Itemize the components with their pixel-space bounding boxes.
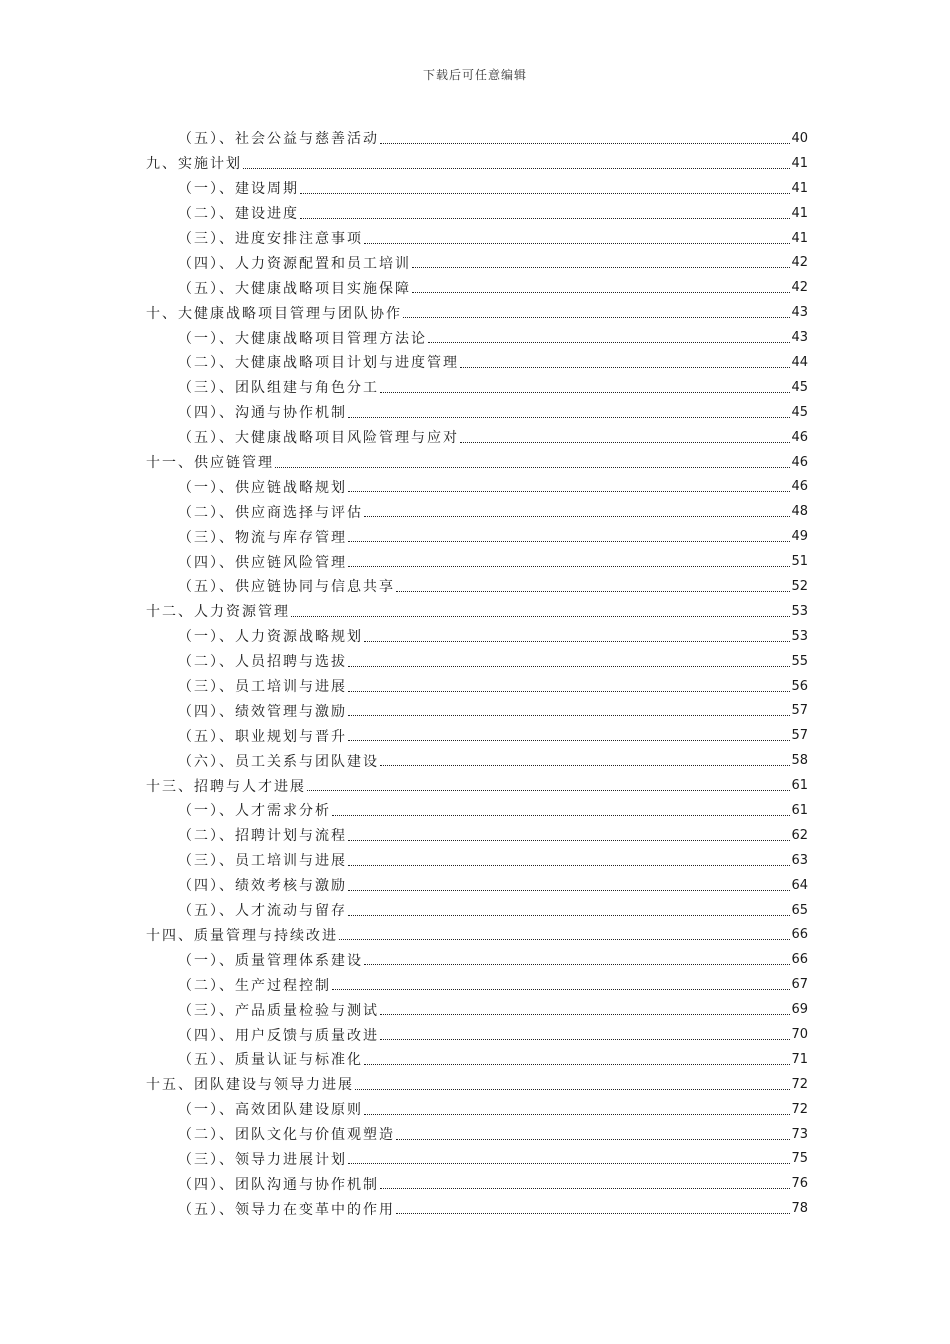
- toc-page-number: 42: [791, 280, 808, 296]
- toc-section-entry[interactable]: [146, 624, 808, 649]
- toc-entry-label: 十一、供应链管理: [146, 455, 274, 472]
- toc-entry-label: （四）、团队沟通与协作机制: [178, 1176, 379, 1193]
- toc-dot-leader: [348, 715, 790, 716]
- toc-section-entry[interactable]: [146, 1097, 808, 1122]
- toc-page-number: 46: [791, 454, 808, 470]
- toc-chapter-entry[interactable]: [146, 773, 808, 798]
- toc-dot-leader: [364, 964, 790, 965]
- toc-dot-leader: [339, 939, 790, 940]
- toc-chapter-entry[interactable]: [146, 151, 808, 176]
- toc-dot-leader: [364, 516, 790, 517]
- toc-page-number: 46: [791, 479, 808, 495]
- toc-entry-label: 十四、质量管理与持续改进: [146, 927, 338, 944]
- toc-entry-label: （四）、人力资源配置和员工培训: [178, 255, 411, 272]
- toc-dot-leader: [396, 591, 790, 592]
- toc-section-entry[interactable]: [146, 723, 808, 748]
- toc-entry-label: （二）、供应商选择与评估: [178, 504, 363, 521]
- toc-section-entry[interactable]: [146, 947, 808, 972]
- toc-entry-label: （四）、供应链风险管理: [178, 554, 347, 571]
- toc-entry-label: （二）、团队文化与价值观塑造: [178, 1127, 395, 1144]
- toc-dot-leader: [364, 243, 790, 244]
- toc-entry-label: （五）、大健康战略项目风险管理与应对: [178, 430, 459, 447]
- toc-entry-label: （二）、人员招聘与选拔: [178, 654, 347, 671]
- toc-entry-label: （三）、员工培训与进展: [178, 853, 347, 870]
- toc-dot-leader: [300, 193, 790, 194]
- toc-section-entry[interactable]: [146, 201, 808, 226]
- toc-section-entry[interactable]: [146, 574, 808, 599]
- toc-page-number: 52: [791, 578, 808, 594]
- toc-dot-leader: [348, 491, 790, 492]
- toc-entry-label: （五）、社会公益与慈善活动: [178, 131, 379, 148]
- toc-dot-leader: [364, 641, 790, 642]
- toc-dot-leader: [332, 815, 790, 816]
- toc-entry-label: （一）、高效团队建设原则: [178, 1102, 363, 1119]
- toc-entry-label: （三）、员工培训与进展: [178, 679, 347, 696]
- toc-section-entry[interactable]: [146, 1122, 808, 1147]
- toc-section-entry[interactable]: [146, 674, 808, 699]
- toc-entry-label: （一）、人才需求分析: [178, 803, 331, 820]
- toc-page-number: 72: [791, 1101, 808, 1117]
- toc-entry-label: （三）、进度安排注意事项: [178, 231, 363, 247]
- toc-page-number: 40: [791, 130, 808, 146]
- toc-section-entry[interactable]: [146, 474, 808, 499]
- toc-section-entry[interactable]: [146, 848, 808, 873]
- toc-section-entry[interactable]: [146, 823, 808, 848]
- toc-dot-leader: [348, 840, 790, 841]
- toc-page-number: 62: [791, 827, 808, 843]
- toc-chapter-entry[interactable]: [146, 300, 808, 325]
- toc-section-entry[interactable]: [146, 1022, 808, 1047]
- toc-dot-leader: [348, 865, 790, 866]
- toc-entry-label: （五）、人才流动与留存: [178, 903, 347, 920]
- toc-page-number: 43: [791, 330, 808, 346]
- toc-section-entry[interactable]: [146, 873, 808, 898]
- toc-entry-label: 十三、招聘与人才进展: [146, 778, 306, 795]
- toc-section-entry[interactable]: [146, 325, 808, 350]
- toc-section-entry[interactable]: [146, 400, 808, 425]
- toc-dot-leader: [348, 890, 790, 891]
- toc-dot-leader: [380, 392, 790, 393]
- toc-entry-label: （一）、人力资源战略规划: [178, 629, 363, 646]
- toc-page-number: 41: [791, 205, 808, 221]
- toc-dot-leader: [396, 1213, 790, 1214]
- toc-page-number: 42: [791, 255, 808, 271]
- toc-section-entry[interactable]: [146, 1047, 808, 1072]
- toc-entry-label: （四）、沟通与协作机制: [178, 405, 347, 422]
- toc-chapter-entry[interactable]: [146, 450, 808, 475]
- toc-dot-leader: [380, 1014, 790, 1015]
- toc-page-number: 53: [791, 628, 808, 644]
- toc-dot-leader: [403, 317, 790, 318]
- toc-entry-label: （一）、大健康战略项目管理方法论: [178, 330, 427, 347]
- toc-entry-label: （五）、供应链协同与信息共享: [178, 579, 395, 596]
- toc-entry-label: （三）、产品质量检验与测试: [178, 1002, 379, 1019]
- toc-dot-leader: [460, 442, 790, 443]
- toc-page-number: 41: [791, 230, 808, 246]
- toc-dot-leader: [412, 267, 790, 268]
- toc-dot-leader: [348, 1163, 790, 1164]
- toc-entry-label: （三）、物流与库存管理: [178, 529, 347, 546]
- toc-page-number: 51: [791, 554, 808, 570]
- toc-dot-leader: [332, 989, 790, 990]
- toc-page-number: 48: [791, 504, 808, 520]
- toc-dot-leader: [291, 616, 790, 617]
- toc-page-number: 76: [791, 1176, 808, 1192]
- toc-section-entry[interactable]: [146, 176, 808, 201]
- toc-page-number: 61: [791, 802, 808, 818]
- toc-dot-leader: [243, 168, 790, 169]
- toc-dot-leader: [348, 541, 790, 542]
- toc-section-entry[interactable]: [146, 798, 808, 823]
- toc-entry-label: 十二、人力资源管理: [146, 604, 290, 621]
- toc-page-number: 70: [791, 1027, 808, 1042]
- toc-dot-leader: [412, 292, 790, 293]
- toc-section-entry[interactable]: [146, 748, 808, 773]
- toc-dot-leader: [380, 1039, 790, 1040]
- toc-dot-leader: [396, 1139, 790, 1140]
- toc-entry-label: （一）、质量管理体系建设: [178, 952, 363, 969]
- toc-section-entry[interactable]: [146, 126, 808, 151]
- toc-dot-leader: [348, 915, 790, 916]
- toc-page-number: 69: [791, 1002, 808, 1018]
- toc-entry-label: （二）、生产过程控制: [178, 977, 331, 994]
- toc-section-entry[interactable]: [146, 275, 808, 300]
- toc-dot-leader: [355, 1089, 790, 1090]
- toc-entry-label: 十五、团队建设与领导力进展: [146, 1077, 354, 1094]
- toc-section-entry[interactable]: [146, 898, 808, 923]
- toc-section-entry[interactable]: [146, 1147, 808, 1172]
- toc-chapter-entry[interactable]: [146, 1072, 808, 1097]
- toc-page-number: 72: [791, 1076, 808, 1092]
- toc-entry-label: 十、大健康战略项目管理与团队协作: [146, 305, 402, 322]
- toc-section-entry[interactable]: [146, 549, 808, 574]
- toc-dot-leader: [380, 1188, 790, 1189]
- toc-dot-leader: [300, 218, 790, 219]
- toc-dot-leader: [307, 790, 790, 791]
- toc-section-entry[interactable]: [146, 499, 808, 524]
- toc-section-entry[interactable]: [146, 226, 808, 251]
- toc-page-number: 41: [791, 180, 808, 196]
- toc-page-number: 44: [791, 354, 808, 370]
- toc-dot-leader: [348, 417, 790, 418]
- toc-dot-leader: [380, 143, 790, 144]
- toc-entry-label: （五）、大健康战略项目实施保障: [178, 280, 411, 297]
- toc-entry-label: （二）、招聘计划与流程: [178, 828, 347, 845]
- toc-dot-leader: [428, 342, 790, 343]
- toc-entry-label: （二）、建设进度: [178, 206, 299, 223]
- toc-section-entry[interactable]: [146, 350, 808, 375]
- toc-page-number: 43: [791, 305, 808, 321]
- toc-entry-label: （四）、绩效考核与激励: [178, 878, 347, 895]
- toc-section-entry[interactable]: [146, 997, 808, 1022]
- toc-page-number: 45: [791, 379, 808, 395]
- toc-section-entry[interactable]: [146, 972, 808, 997]
- toc-entry-label: （五）、领导力在变革中的作用: [178, 1201, 395, 1218]
- toc-entry-label: （五）、质量认证与标准化: [178, 1052, 363, 1069]
- toc-dot-leader: [348, 691, 790, 692]
- toc-section-entry[interactable]: [146, 1171, 808, 1196]
- table-of-contents: [146, 126, 808, 1221]
- toc-page-number: 71: [791, 1051, 808, 1067]
- toc-page-number: 45: [791, 404, 808, 420]
- toc-page-number: 73: [791, 1126, 808, 1142]
- toc-dot-leader: [348, 666, 790, 667]
- toc-page-number: 56: [791, 678, 808, 694]
- toc-entry-label: （六）、员工关系与团队建设: [178, 753, 379, 770]
- toc-dot-leader: [348, 566, 790, 567]
- toc-entry-label: （五）、职业规划与晋升: [178, 728, 347, 745]
- toc-page-number: 53: [791, 603, 808, 619]
- toc-page-number: 63: [791, 852, 808, 868]
- toc-section-entry[interactable]: [146, 524, 808, 549]
- toc-page-number: 66: [791, 952, 808, 968]
- toc-section-entry[interactable]: [146, 375, 808, 400]
- toc-entry-label: （三）、团队组建与角色分工: [178, 380, 379, 397]
- page-header: 下载后可任意编辑: [422, 68, 527, 82]
- toc-page-number: 41: [791, 155, 808, 171]
- toc-page-number: 64: [791, 877, 808, 893]
- toc-page-number: 66: [791, 927, 808, 943]
- toc-dot-leader: [364, 1064, 790, 1065]
- toc-chapter-entry[interactable]: [146, 599, 808, 624]
- toc-dot-leader: [364, 1114, 790, 1115]
- toc-dot-leader: [460, 367, 790, 368]
- toc-entry-label: （四）、用户反馈与质量改进: [178, 1027, 379, 1044]
- toc-section-entry[interactable]: [146, 250, 808, 275]
- toc-entry-label: （一）、供应链战略规划: [178, 479, 347, 496]
- toc-dot-leader: [348, 740, 790, 741]
- toc-page-number: 57: [791, 703, 808, 719]
- toc-dot-leader: [275, 467, 790, 468]
- toc-entry-label: （一）、建设周期: [178, 181, 299, 198]
- toc-page-number: 78: [791, 1201, 808, 1217]
- toc-page-number: 65: [791, 902, 808, 918]
- toc-page-number: 55: [791, 653, 808, 669]
- toc-page-number: 61: [791, 778, 808, 794]
- toc-page-number: 57: [791, 728, 808, 744]
- toc-dot-leader: [380, 765, 790, 766]
- toc-page-number: 46: [791, 429, 808, 445]
- toc-entry-label: （四）、绩效管理与激励: [178, 703, 347, 720]
- toc-page-number: 67: [791, 977, 808, 993]
- toc-entry-label: 九、实施计划: [146, 156, 242, 173]
- toc-page-number: 75: [791, 1151, 808, 1167]
- toc-page-number: 49: [791, 529, 808, 545]
- toc-chapter-entry[interactable]: [146, 923, 808, 948]
- toc-section-entry[interactable]: [146, 698, 808, 723]
- toc-section-entry[interactable]: [146, 1196, 808, 1221]
- toc-entry-label: （三）、领导力进展计划: [178, 1151, 347, 1168]
- toc-page-number: 58: [791, 753, 808, 769]
- toc-entry-label: （二）、大健康战略项目计划与进度管理: [178, 355, 459, 372]
- toc-section-entry[interactable]: [146, 649, 808, 674]
- toc-section-entry[interactable]: [146, 425, 808, 450]
